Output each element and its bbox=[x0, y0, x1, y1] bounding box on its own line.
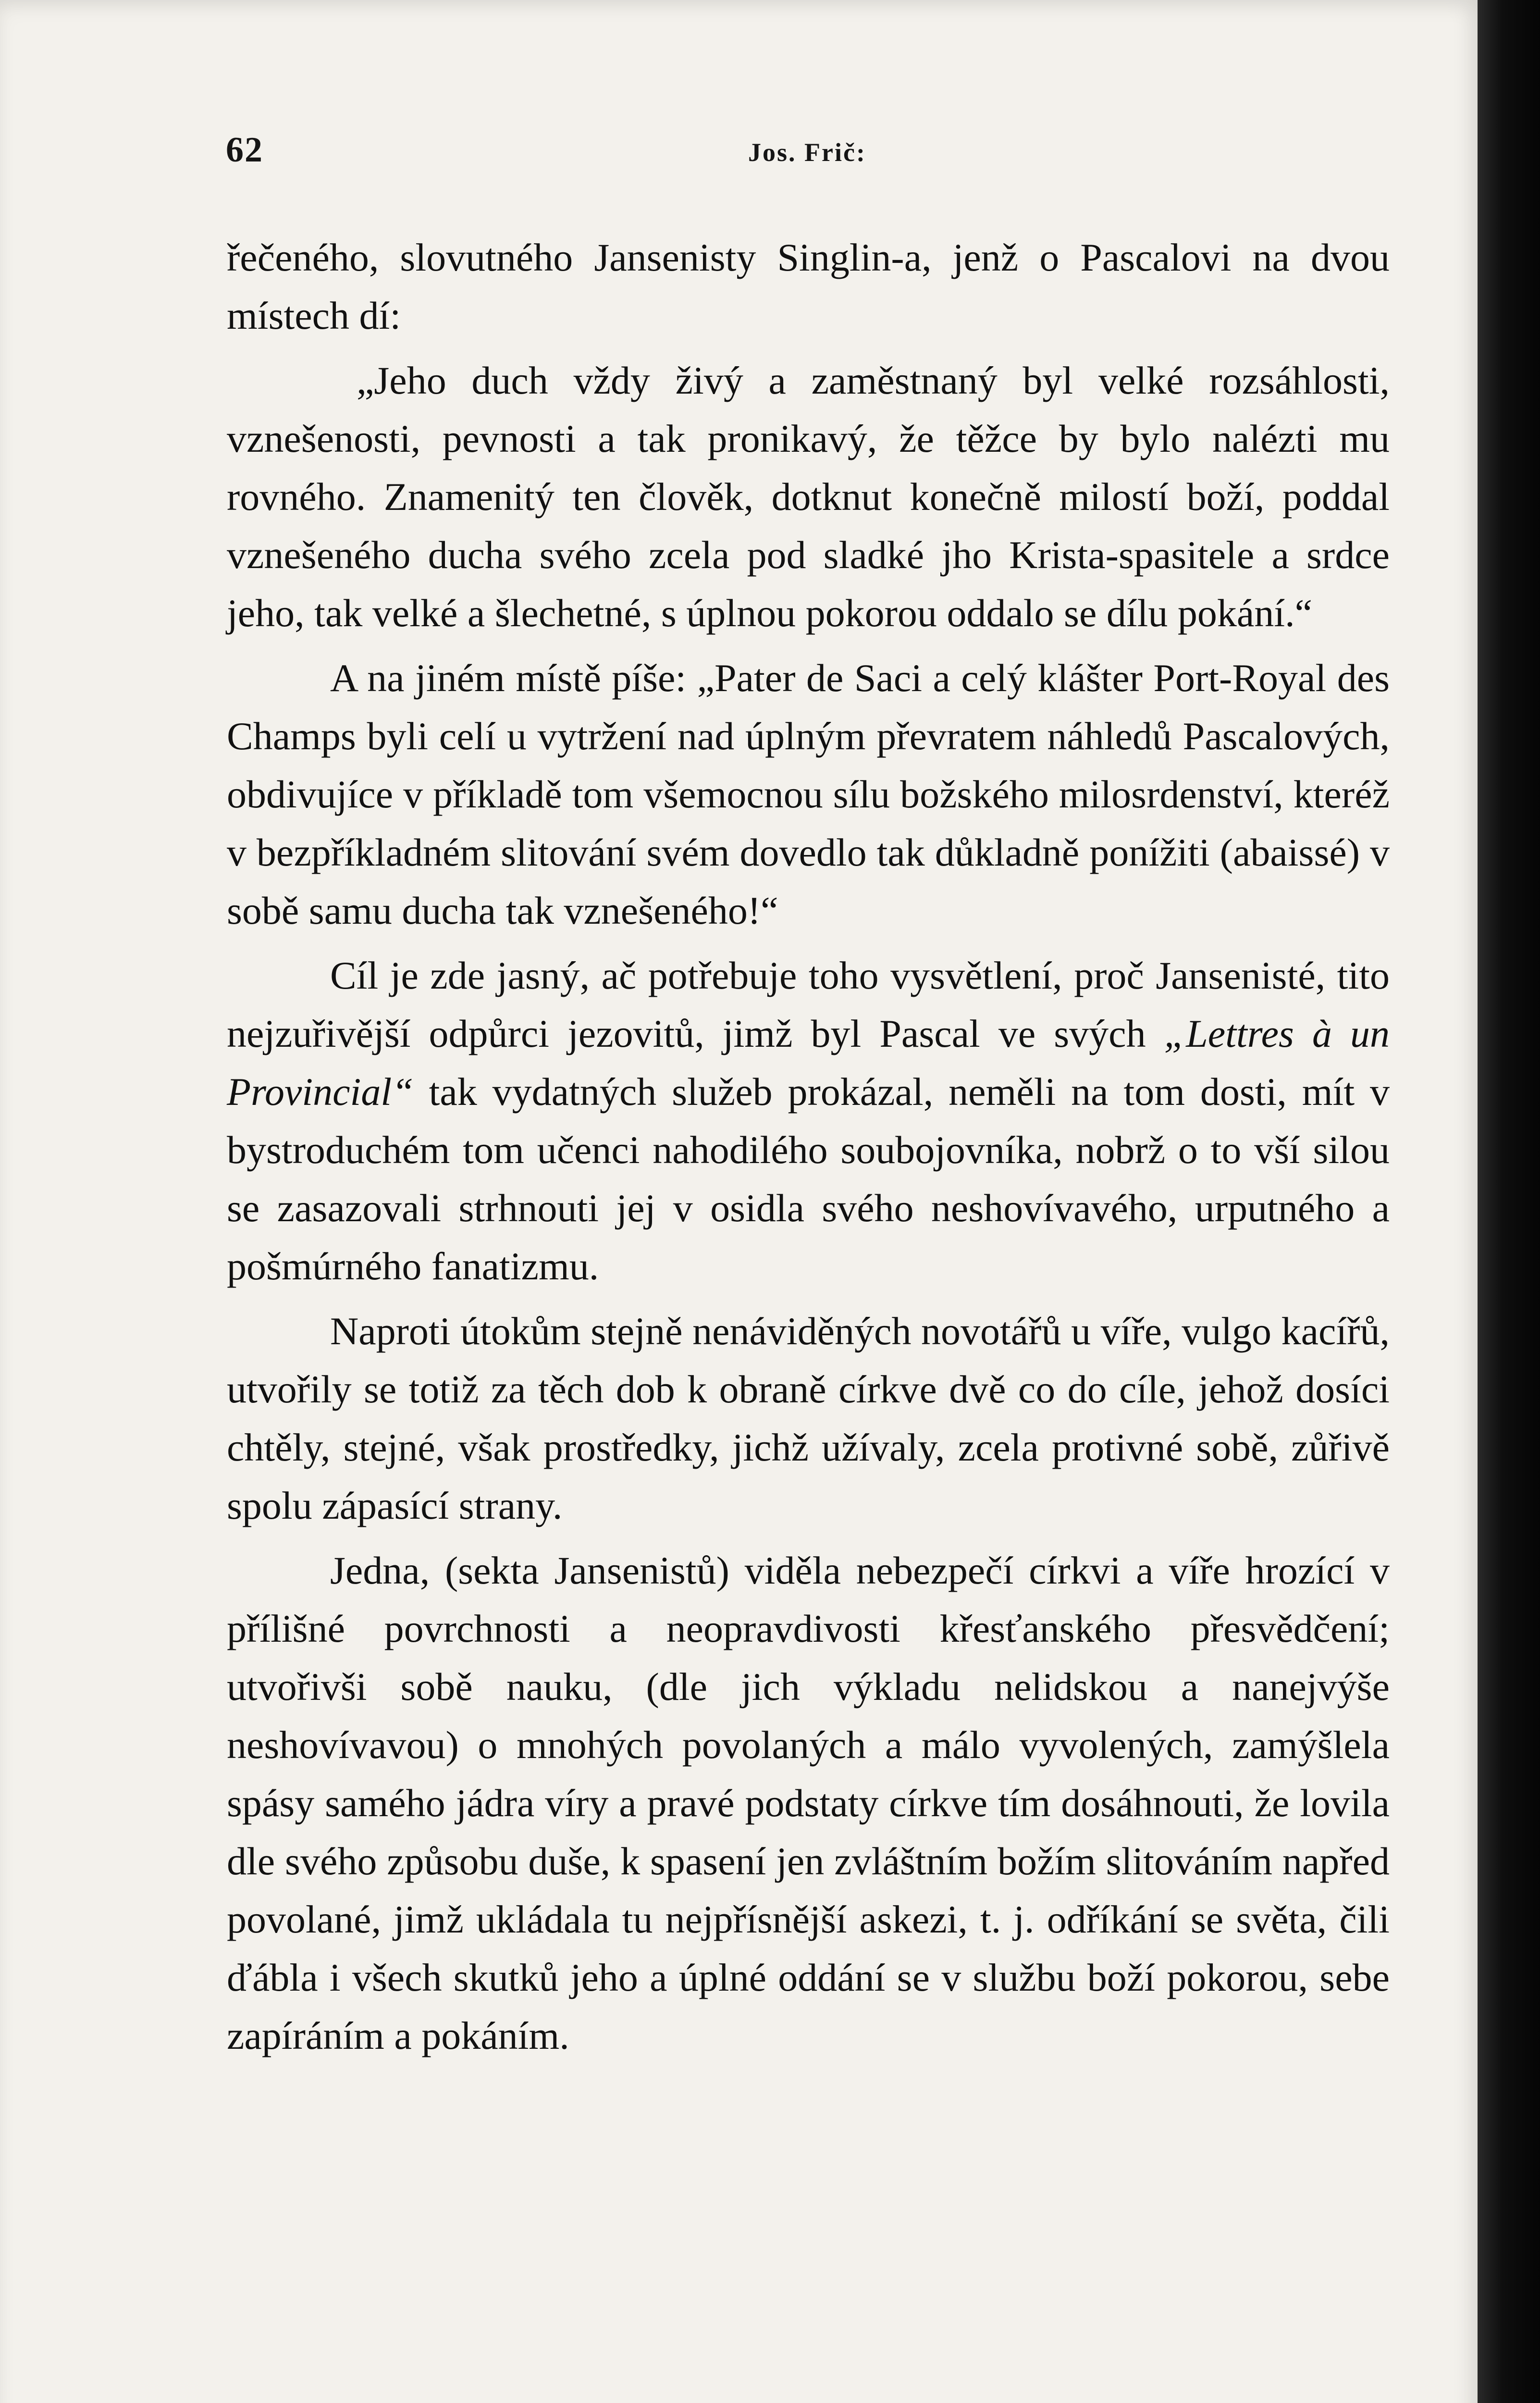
paragraph-6: Jedna, (sekta Jansenistů) viděla nebezpečí církvi a víře hrozící v přílišné povrchnosti a neopravdivosti křesťanského přesvědčení; utvořivši sobě nauku, (dle jich výkladu nelidskou a nanejvýše neshovívavou) o mnohých povolaných a málo vyvolených, zamýšlela spásy samého jádra víry a pravé podstaty církve tím dosáhnouti, že lovila dle svého způsobu duše, k spasení jen zvláštním božím slitováním napřed povolané, jimž ukládala tu nejpřísnější askezi, t. j. odříkání se světa, čili ďábla i všech skutků jeho a úplné oddání se v službu boží pokorou, sebe zapíráním a pokáním. bbox=[227, 1548, 1390, 2057]
paragraph-4-after: tak vydatných služeb prokázal, neměli na tom dosti, mít v bystroduchém tom učenci nahodilého soubojovníka, nobrž o to vší silou se zasazovali strhnouti jej v osidla svého neshovívavého, urputného a pošmúrného fanatizmu. bbox=[227, 1070, 1390, 1288]
running-head: Jos. Frič: bbox=[748, 138, 866, 167]
paragraph-3: A na jiném místě píše: „Pater de Saci a celý klášter Port-Royal des Champs byli celí u vytržení nad úplným převratem náhledů Pascalových, obdivujíce v příkladě tom všemocnou sílu božského milosrdenství, kteréž v bezpříkladném slitování svém dovedlo tak důkladně ponížiti (abaissé) v sobě samu ducha tak vznešeného!“ bbox=[227, 656, 1390, 932]
italic-title: „Lettres à un Provincial“ bbox=[227, 1012, 1390, 1114]
paragraph-quote: „Jeho duch vždy živý a zaměstnaný byl velké rozsáhlosti, vznešenosti, pevnosti a tak pronikavý, že těžce by bylo nalézti mu rovného. Znamenitý ten člověk, dotknut konečně milostí boží, poddal vznešeného ducha svého zcela pod sladké jho Krista-spasitele a srdce jeho, tak velké a šlechetné, s úplnou pokorou oddalo se dílu pokání.“ bbox=[227, 359, 1390, 635]
paragraph-1: řečeného, slovutného Jansenisty Singlin-a, jenž o Pascalovi na dvou místech dí: bbox=[227, 235, 1390, 337]
scan-edge bbox=[1478, 0, 1540, 2403]
page-header bbox=[226, 130, 1389, 173]
paragraph-5: Naproti útokům stejně nenáviděných novotářů u víře, vulgo kacířů, utvořily se totiž za těch dob k obraně církve dvě co do cíle, jehož dosíci chtěly, stejné, však prostředky, jichž užívaly, zcela protivné sobě, zůřivě spolu zápasící strany. bbox=[227, 1309, 1390, 1527]
paragraph-4 bbox=[227, 946, 1390, 1295]
paragraph-4-before: Cíl je zde jasný, ač potřebuje toho vysvětlení, proč Jansenisté, tito nejzuřivější odpůrci jezovitů, jimž byl Pascal ve svých bbox=[227, 954, 1390, 1055]
page-number: 62 bbox=[226, 130, 263, 170]
body-text bbox=[227, 228, 1390, 2071]
